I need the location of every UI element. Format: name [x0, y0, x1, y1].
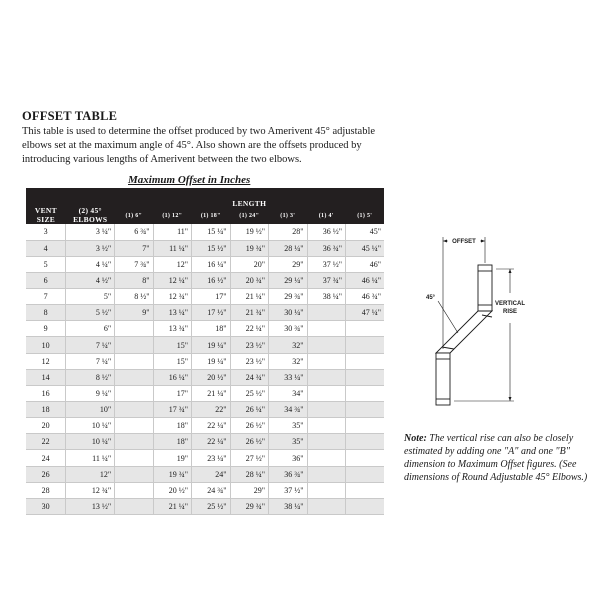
offset-cell: 37 ½"	[307, 256, 345, 272]
offset-cell	[115, 482, 153, 498]
offset-cell	[115, 369, 153, 385]
table-row	[26, 482, 384, 498]
offset-cell: 20"	[230, 256, 268, 272]
offset-cell: 21 ¼"	[192, 385, 230, 401]
offset-cell: 19 ¼"	[192, 337, 230, 353]
offset-cell: 36"	[269, 450, 307, 466]
offset-cell	[345, 418, 384, 434]
offset-cell: 4 ¼"	[66, 256, 115, 272]
upper-pipe	[478, 265, 492, 311]
offset-cell: 15"	[153, 353, 191, 369]
offset-cell: 27 ½"	[230, 450, 268, 466]
table-row	[26, 305, 384, 321]
table-row	[26, 224, 384, 240]
offset-cell: 29"	[269, 256, 307, 272]
offset-cell: 24"	[192, 466, 230, 482]
offset-cell: 37 ¾"	[307, 272, 345, 288]
offset-cell: 28 ¼"	[269, 240, 307, 256]
offset-cell: 30 ¼"	[269, 305, 307, 321]
offset-cell: 30 ¾"	[269, 321, 307, 337]
offset-cell: 8 ½"	[66, 369, 115, 385]
offset-cell: 35"	[269, 418, 307, 434]
header-length-6in: (1) 6"	[115, 208, 153, 224]
offset-cell	[345, 353, 384, 369]
offset-cell: 22 ¼"	[230, 321, 268, 337]
vent-size-cell: 4	[26, 240, 66, 256]
vent-size-cell: 3	[26, 224, 66, 240]
offset-cell	[345, 466, 384, 482]
offset-cell	[115, 337, 153, 353]
angled-pipe	[436, 311, 492, 353]
offset-cell: 20 ¾"	[230, 272, 268, 288]
lower-pipe	[436, 353, 450, 405]
offset-cell	[307, 321, 345, 337]
table-row	[26, 418, 384, 434]
offset-cell: 28"	[269, 224, 307, 240]
intro-paragraph: This table is used to determine the offset produced by two Amerivent 45° adjustable elbows set at the maximum angle of 45°. Also shown are the offsets produced by introducing various lengths of Amerivent between the two elbows.	[22, 126, 376, 165]
note-text: The vertical rise can also be closely estimated by adding one "A" and one "B" dimension to Maximum Offset figures. (See dimensions of Round Adjustable 45° Elbows.)	[404, 433, 588, 483]
offset-cell: 19 ¾"	[230, 240, 268, 256]
offset-cell: 37 ½"	[269, 482, 307, 498]
vertical-rise-label-line2: RISE	[502, 309, 518, 315]
offset-cell: 34 ¾"	[269, 402, 307, 418]
vent-size-cell: 16	[26, 385, 66, 401]
offset-cell: 24 ¾"	[192, 482, 230, 498]
offset-cell: 3 ¼"	[66, 224, 115, 240]
offset-cell: 16 ¼"	[153, 369, 191, 385]
offset-cell	[115, 402, 153, 418]
offset-cell: 7 ¾"	[115, 256, 153, 272]
vent-size-cell: 20	[26, 418, 66, 434]
offset-cell: 18"	[153, 418, 191, 434]
vent-size-cell: 30	[26, 498, 66, 514]
note-paragraph	[404, 432, 594, 484]
offset-cell: 36 ¾"	[269, 466, 307, 482]
offset-cell: 28 ¼"	[230, 466, 268, 482]
offset-cell: 23 ¼"	[192, 450, 230, 466]
offset-cell	[307, 337, 345, 353]
offset-cell: 13 ½"	[66, 498, 115, 514]
offset-cell	[345, 498, 384, 514]
table-row	[26, 498, 384, 514]
offset-cell: 17"	[153, 385, 191, 401]
offset-cell	[345, 434, 384, 450]
offset-cell	[307, 353, 345, 369]
offset-cell: 26 ½"	[230, 434, 268, 450]
table-row	[26, 256, 384, 272]
offset-cell: 25 ½"	[192, 498, 230, 514]
offset-cell: 47 ¼"	[345, 305, 384, 321]
offset-cell	[345, 321, 384, 337]
offset-cell: 29"	[230, 482, 268, 498]
offset-table-body	[26, 224, 384, 515]
vent-size-cell: 28	[26, 482, 66, 498]
offset-cell: 29 ¼"	[269, 272, 307, 288]
header-length-24in: (1) 24"	[230, 208, 268, 224]
table-row	[26, 240, 384, 256]
offset-cell	[307, 305, 345, 321]
offset-cell: 26 ¼"	[230, 402, 268, 418]
table-row	[26, 353, 384, 369]
offset-cell: 17"	[192, 289, 230, 305]
vent-size-cell: 18	[26, 402, 66, 418]
offset-cell: 9 ¼"	[66, 385, 115, 401]
offset-cell: 20 ½"	[153, 482, 191, 498]
table-caption: Maximum Offset in Inches	[128, 174, 251, 186]
offset-cell	[307, 418, 345, 434]
offset-cell: 21 ¼"	[153, 498, 191, 514]
offset-label: OFFSET	[452, 239, 476, 245]
offset-diagram	[410, 225, 525, 425]
table-row	[26, 466, 384, 482]
offset-cell	[345, 482, 384, 498]
table-row	[26, 369, 384, 385]
offset-cell: 12 ¾"	[153, 289, 191, 305]
offset-cell: 21 ¾"	[230, 305, 268, 321]
offset-cell: 23 ½"	[230, 353, 268, 369]
offset-cell: 22 ¼"	[192, 418, 230, 434]
offset-cell: 22 ¼"	[192, 434, 230, 450]
vent-size-cell: 6	[26, 272, 66, 288]
offset-cell: 18"	[192, 321, 230, 337]
offset-cell	[307, 402, 345, 418]
header-length-12in: (1) 12"	[153, 208, 191, 224]
offset-cell: 6"	[66, 321, 115, 337]
offset-cell: 13 ¾"	[153, 321, 191, 337]
offset-cell	[115, 450, 153, 466]
offset-cell: 11"	[153, 224, 191, 240]
offset-cell	[307, 434, 345, 450]
vent-size-cell: 8	[26, 305, 66, 321]
offset-cell: 7"	[115, 240, 153, 256]
vent-size-cell: 14	[26, 369, 66, 385]
offset-cell: 38 ¼"	[269, 498, 307, 514]
vent-size-cell: 10	[26, 337, 66, 353]
offset-cell: 8 ½"	[115, 289, 153, 305]
note-lead: Note:	[404, 433, 427, 444]
offset-cell: 15 ¼"	[192, 224, 230, 240]
table-row	[26, 450, 384, 466]
offset-cell: 12 ¾"	[66, 482, 115, 498]
offset-cell: 36 ½"	[307, 224, 345, 240]
offset-cell: 12"	[153, 256, 191, 272]
offset-cell: 11 ¼"	[66, 450, 115, 466]
offset-cell: 24 ¾"	[230, 369, 268, 385]
offset-cell: 32"	[269, 337, 307, 353]
page-title: OFFSET TABLE	[22, 109, 118, 123]
offset-cell: 32"	[269, 353, 307, 369]
offset-cell	[115, 321, 153, 337]
offset-cell: 29 ¾"	[230, 498, 268, 514]
offset-cell: 12 ¼"	[153, 272, 191, 288]
vent-size-cell: 7	[26, 289, 66, 305]
offset-cell: 46 ¼"	[345, 272, 384, 288]
header-elbows: (2) 45° ELBOWS	[66, 188, 115, 224]
offset-cell	[307, 450, 345, 466]
offset-cell: 45"	[345, 224, 384, 240]
offset-cell: 15 ½"	[192, 240, 230, 256]
header-length-4ft: (1) 4'	[307, 208, 345, 224]
offset-cell	[115, 418, 153, 434]
offset-cell: 19"	[153, 450, 191, 466]
offset-cell: 23 ½"	[230, 337, 268, 353]
offset-cell: 19 ¾"	[153, 466, 191, 482]
offset-cell: 4 ½"	[66, 272, 115, 288]
offset-cell: 15"	[153, 337, 191, 353]
offset-cell: 6 ¾"	[115, 224, 153, 240]
angle-label: 45°	[426, 295, 436, 301]
header-length-18in: (1) 18"	[192, 208, 230, 224]
offset-cell	[115, 385, 153, 401]
offset-cell: 20 ½"	[192, 369, 230, 385]
offset-cell: 5"	[66, 289, 115, 305]
vent-size-cell: 22	[26, 434, 66, 450]
offset-cell: 13 ¼"	[153, 305, 191, 321]
vertical-rise-label-line1: VERTICAL	[495, 301, 525, 307]
offset-cell: 29 ¾"	[269, 289, 307, 305]
table-row	[26, 272, 384, 288]
offset-cell: 19 ¼"	[192, 353, 230, 369]
offset-cell: 38 ¼"	[307, 289, 345, 305]
header-length: LENGTH	[115, 188, 384, 208]
offset-cell: 34"	[269, 385, 307, 401]
vent-size-cell: 26	[26, 466, 66, 482]
offset-cell: 10 ¼"	[66, 418, 115, 434]
offset-cell	[115, 498, 153, 514]
offset-cell: 22"	[192, 402, 230, 418]
offset-cell	[307, 466, 345, 482]
header-vent-size: VENT SIZE	[26, 188, 66, 224]
offset-cell: 10 ¼"	[66, 434, 115, 450]
offset-cell: 7 ¼"	[66, 337, 115, 353]
offset-cell: 7 ¼"	[66, 353, 115, 369]
offset-table	[26, 188, 384, 515]
offset-cell: 10"	[66, 402, 115, 418]
vent-size-cell: 5	[26, 256, 66, 272]
header-length-5ft: (1) 5'	[345, 208, 384, 224]
table-row	[26, 434, 384, 450]
offset-cell	[345, 402, 384, 418]
offset-cell: 9"	[115, 305, 153, 321]
offset-cell: 25 ½"	[230, 385, 268, 401]
offset-cell	[307, 498, 345, 514]
table-row	[26, 402, 384, 418]
offset-cell: 8"	[115, 272, 153, 288]
offset-cell: 3 ½"	[66, 240, 115, 256]
offset-cell	[115, 353, 153, 369]
offset-cell	[307, 482, 345, 498]
offset-cell	[345, 450, 384, 466]
offset-cell: 19 ½"	[230, 224, 268, 240]
offset-cell	[345, 385, 384, 401]
table-row	[26, 289, 384, 305]
offset-cell: 46"	[345, 256, 384, 272]
offset-cell: 11 ¼"	[153, 240, 191, 256]
offset-cell	[307, 369, 345, 385]
table-row	[26, 337, 384, 353]
offset-cell: 26 ½"	[230, 418, 268, 434]
offset-cell: 33 ¼"	[269, 369, 307, 385]
table-row	[26, 321, 384, 337]
offset-cell	[345, 337, 384, 353]
offset-cell: 12"	[66, 466, 115, 482]
vent-size-cell: 24	[26, 450, 66, 466]
offset-cell	[307, 385, 345, 401]
header-length-3ft: (1) 3'	[269, 208, 307, 224]
offset-cell: 45 ¼"	[345, 240, 384, 256]
offset-cell: 46 ¾"	[345, 289, 384, 305]
offset-cell: 36 ¾"	[307, 240, 345, 256]
offset-cell: 17 ½"	[192, 305, 230, 321]
offset-cell: 17 ¾"	[153, 402, 191, 418]
vent-size-cell: 9	[26, 321, 66, 337]
offset-cell: 21 ¼"	[230, 289, 268, 305]
table-row	[26, 385, 384, 401]
offset-cell	[115, 466, 153, 482]
offset-cell: 5 ½"	[66, 305, 115, 321]
offset-cell: 18"	[153, 434, 191, 450]
offset-cell: 35"	[269, 434, 307, 450]
offset-cell: 16 ½"	[192, 272, 230, 288]
offset-cell	[345, 369, 384, 385]
offset-cell: 16 ¼"	[192, 256, 230, 272]
offset-cell	[115, 434, 153, 450]
vent-size-cell: 12	[26, 353, 66, 369]
